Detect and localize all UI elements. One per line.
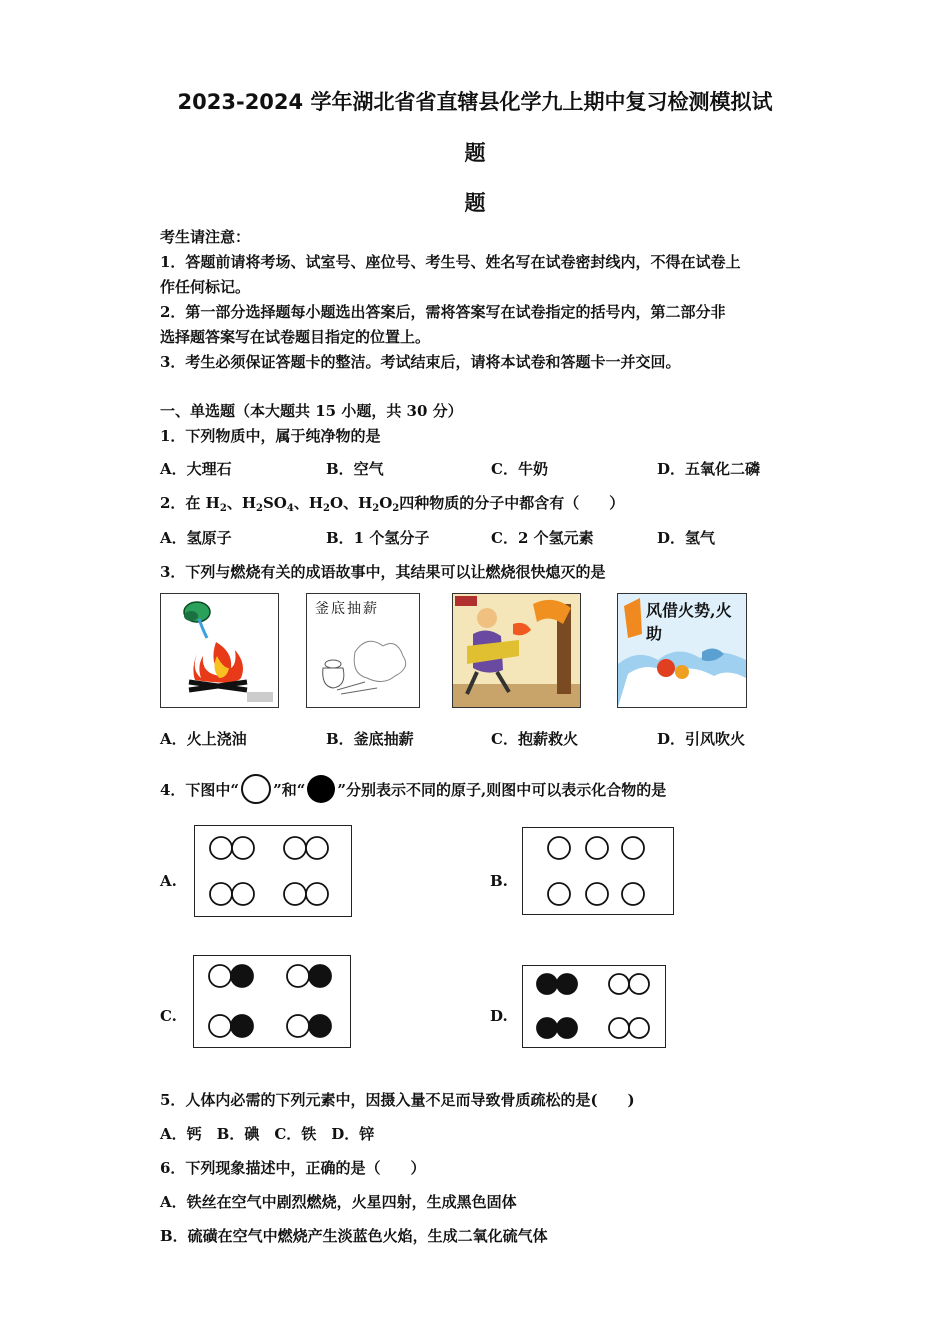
q2-option-b: B．1 个氢分子 bbox=[326, 529, 430, 547]
q3-picture-d-caption: 风借火势,火助 bbox=[646, 601, 732, 643]
q5-stem: 5．人体内必需的下列元素中，因摄入量不足而导致骨质疏松的是( ) bbox=[160, 1091, 635, 1109]
q2-option-c: C．2 个氢元素 bbox=[491, 529, 594, 547]
q4-label-d: D. bbox=[490, 1007, 508, 1025]
notice-item2-line2: 选择题答案写在试卷题目指定的位置上。 bbox=[160, 328, 431, 346]
q4-stem: 4．下图中“ ”和“ ”分别表示不同的原子,则图中可以表示化合物的是 bbox=[160, 776, 666, 806]
q2-option-a: A．氢原子 bbox=[160, 529, 232, 547]
notice-item1-line1: 1．答题前请将考场、试室号、座位号、考生号、姓名写在试卷密封线内，不得在试卷上 bbox=[160, 253, 741, 271]
q3-picture-a bbox=[160, 593, 279, 708]
q3-picture-d bbox=[617, 593, 747, 708]
q4-label-c: C. bbox=[160, 1007, 177, 1025]
q3-picture-b-caption: 釜底抽薪 bbox=[315, 601, 379, 617]
q5-options: A．钙 B．碘 C．铁 D．锌 bbox=[160, 1125, 375, 1143]
q2-stem: 2．在 $H_2$、$H_2SO_4$、$H_2O$、$H_2O_2$四种物质的分子中都含有（ ） bbox=[160, 494, 625, 514]
notice-item2-line1: 2．第一部分选择题每小题选出答案后，需将答案写在试卷指定的括号内，第二部分非 bbox=[160, 303, 726, 321]
q1-option-c: C．牛奶 bbox=[491, 460, 548, 478]
q3-picture-b bbox=[306, 593, 420, 708]
q3-option-c: C．抱薪救火 bbox=[491, 730, 578, 748]
black-atom-icon bbox=[307, 775, 335, 803]
q3-option-d: D．引风吹火 bbox=[657, 730, 746, 748]
q4-diagram-b bbox=[522, 827, 674, 915]
q4-diagram-a-atoms bbox=[195, 826, 351, 916]
q3-option-a: A．火上浇油 bbox=[160, 730, 247, 748]
notice-heading: 考生请注意： bbox=[160, 228, 251, 246]
q1-stem: 1．下列物质中，属于纯净物的是 bbox=[160, 427, 381, 445]
q6-stem: 6．下列现象描述中，正确的是（ ） bbox=[160, 1159, 426, 1177]
q1-option-b: B．空气 bbox=[326, 460, 384, 478]
notice-item3: 3．考生必须保证答题卡的整洁。考试结束后，请将本试卷和答题卡一并交回。 bbox=[160, 353, 681, 371]
q4-diagram-c-atoms bbox=[194, 956, 350, 1047]
white-atom-icon bbox=[241, 774, 271, 804]
q4-diagram-d-atoms bbox=[523, 966, 665, 1047]
q4-diagram-c bbox=[193, 955, 351, 1048]
q3-option-b: B．釜底抽薪 bbox=[326, 730, 414, 748]
q3-stem: 3．下列与燃烧有关的成语故事中，其结果可以让燃烧很快熄灭的是 bbox=[160, 563, 606, 581]
q1-option-d: D．五氧化二磷 bbox=[657, 460, 761, 478]
q2-option-d: D．氢气 bbox=[657, 529, 716, 547]
q4-diagram-a bbox=[194, 825, 352, 917]
notice-item1-line2: 作任何标记。 bbox=[160, 278, 251, 296]
firewood-carrier-illustration bbox=[453, 594, 580, 707]
q1-option-a: A．大理石 bbox=[160, 460, 232, 478]
exam-title-line2: 题 bbox=[464, 141, 486, 165]
fire-oil-illustration bbox=[161, 594, 278, 707]
q3-picture-c bbox=[452, 593, 581, 708]
q6-option-b: B．硫磺在空气中燃烧产生淡蓝色火焰，生成二氧化硫气体 bbox=[160, 1227, 548, 1245]
q4-label-b: B. bbox=[490, 872, 508, 890]
section-heading: 一、单选题（本大题共 15 小题，共 30 分） bbox=[160, 402, 463, 420]
q4-diagram-d bbox=[522, 965, 666, 1048]
exam-title-line1: 2023-2024 学年湖北省省直辖县化学九上期中复习检测模拟试 bbox=[177, 90, 773, 114]
q4-diagram-b-atoms bbox=[523, 828, 673, 914]
q6-option-a: A．铁丝在空气中剧烈燃烧，火星四射，生成黑色固体 bbox=[160, 1193, 517, 1211]
exam-title-line3: 题 bbox=[464, 191, 486, 215]
q4-label-a: A. bbox=[160, 872, 177, 890]
